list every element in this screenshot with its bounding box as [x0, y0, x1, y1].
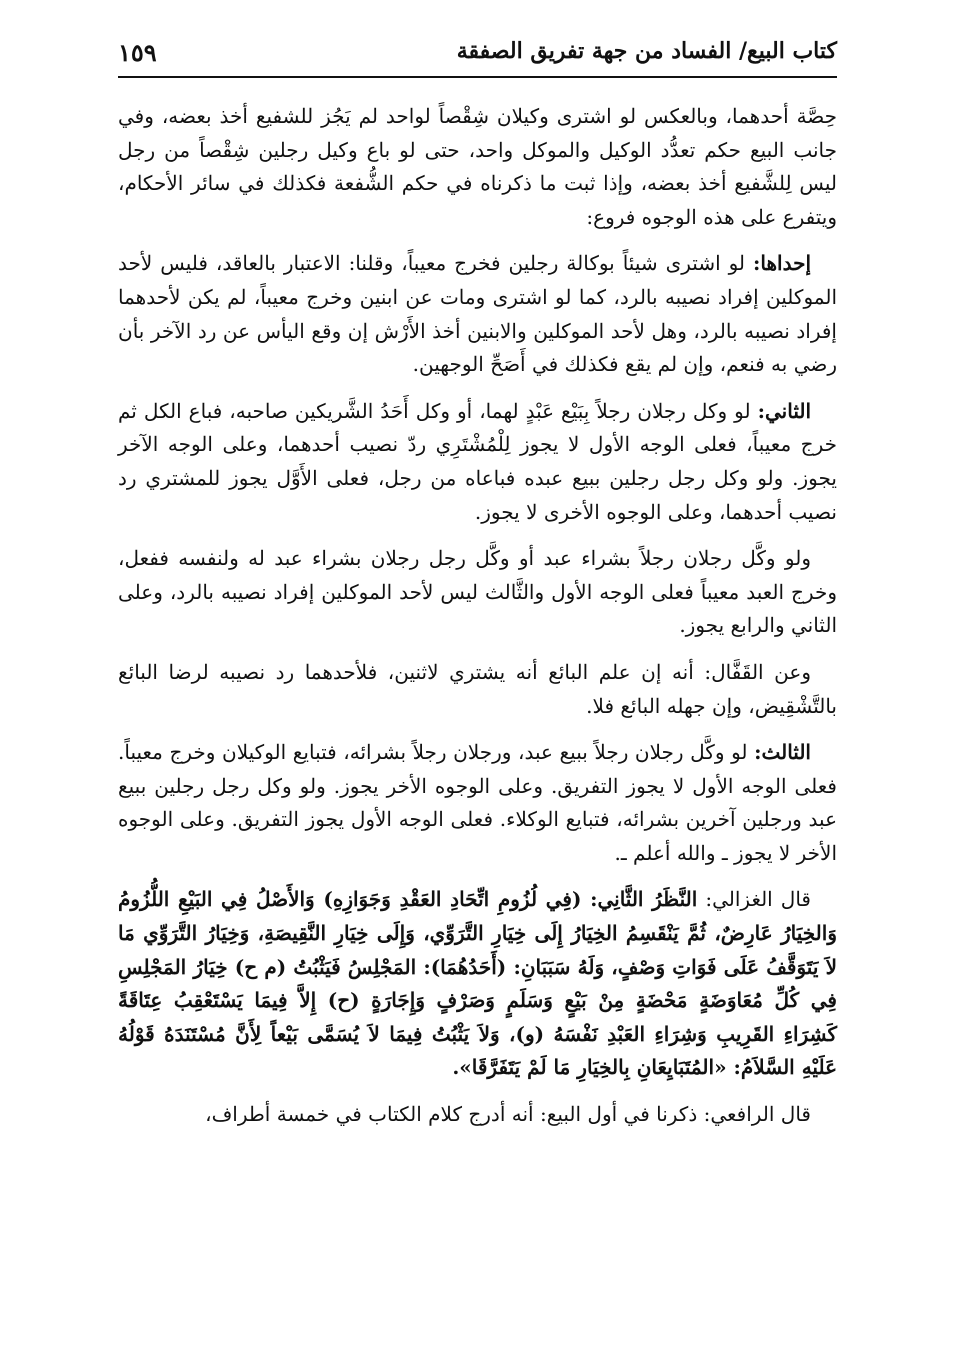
paragraph-lead: الثاني: — [757, 398, 812, 423]
paragraph-text: لو اشترى شيئاً بوكالة رجلين فخرج معيباً، وقلنا: الاعتبار بالعاقد، فليس لأحد الموكلين إفراد نصيبه بالرد، كما لو اشترى ومات عن ابنين وخرج معيباً، لم يكن لأحدهما إفراد نصيبه بالرد، وهل لأحد الموكلين والابنين أخذ الأَرْش إن وقع اليأس عن رد الآخر بأن رضي به فنعم، وإن لم يقع فكذلك في أَصَحِّ الوجهين. — [118, 251, 837, 377]
paragraph — [118, 736, 837, 870]
paragraph-text: وعن القَفَّال: أنه إن علم البائع أنه يشتري لاثنين، فلأحدهما رد نصيبه لرضا البائع بالتَّشْقِيض، وإن جهله البائع فلا. — [118, 659, 837, 718]
paragraph-text: ولو وكَّل رجلان رجلاً بشراء عبد أو وكَّل رجل رجلان بشراء عبد له ولنفسه ففعل، وخرج العبد معيباً فعلى الوجه الأول والثَّالث ليس لأحد الموكلين إفراد نصيبه بالرد، وعلى الثاني والرابع يجوز. — [118, 546, 837, 638]
paragraph — [118, 1098, 837, 1132]
paragraph — [118, 542, 837, 643]
paragraph-lead: الثالث: — [754, 740, 811, 765]
paragraph-text: لو وكل رجلان رجلاً بِبَيْع عَبْدٍ لهما، أو وكل أَحَدُ الشَّريكين صاحبه، فباع الكل ثم خرج معيباً، فعلى الوجه الأول لا يجوز لِلْمُشْتَرِي ردّ نصيب أحدهما، وعلى الوجه الآخر يجوز. ولو وكل رجل رجلين ببيع عبده فباعاه من رجل، فعلى الأَوَّل يجوز للمشتري رد نصيب أحدهما، وعلى الوجوه الأخرى لا يجوز. — [118, 398, 837, 524]
paragraph-text: لو وكَّل رجلان رجلاً ببيع عبد، ورجلان رجلاً بشرائه، فتبايع الوكيلان وخرج معيباً. فعلى الوجه الأول لا يجوز التفريق. وعلى الوجوه الأخر يجوز. ولو وكل رجل رجلين ببيع عبد ورجلين آخرين بشرائه، فتبايع الوكلاء. فعلى الوجه الأول يجوز التفريق. وعلى الوجوه الأخر لا يجوز ـ والله أعلم ـ. — [118, 740, 837, 865]
running-title: كتاب البيع/ الفساد من جهة تفريق الصفقة — [456, 38, 837, 64]
quoted-matn-text: النَّظَرُ الثَّانِي: (فِي لُزُومِ اتِّحَادِ العَقْدِ وَجَوَازِهِ) وَالأَصْلُ فِي البَيْعِ اللُّزُومُ وَالخِيَارُ عَارِضٌ، ثُمَّ يَنْقَسِمُ الخِيَارُ إِلَى خِيَارِ التَّرَوِّي، وَإِلَى خِيَارِ النَّقِيصَةِ، وَخِيَارُ التَّرَوِّي مَا لاَ يَتَوَقَّفُ عَلَى فَوَاتِ وَصْفٍ، وَلَهُ سَبَبَانِ: (أَحَدُهُمَا): المَجْلِسُ فَيَثْبُتُ (م ح) خِيَارُ المَجْلِسِ فِي كُلِّ مُعَاوَضَةٍ مَحْضَةٍ مِنْ بَيْعٍ وَسَلَمٍ وَصَرْفٍ وَإِجَارَةٍ (ح) إِلاَّ فِيمَا يَسْتَعْقِبُ عِتَاقَةً كَشِرَاءِ القَرِيبِ وَشِرَاءِ العَبْدِ نَفْسَهُ (و)، وَلاَ يَثْبُتُ فِيمَا لاَ يُسَمَّى بَيْعاً لِأَنَّ مُسْتَنَدَهُ قَوْلُهُ عَلَيْهِ السَّلاَمُ: «المُتَبَايِعَانِ بِالخِيَارِ مَا لَمْ يَتَفَرَّقَا». — [118, 887, 837, 1080]
page-header — [118, 38, 837, 74]
page-number: ١٥٩ — [118, 38, 157, 67]
paragraph-intro: قال الغزالي: — [697, 887, 811, 912]
paragraph-lead: إحداها: — [753, 251, 811, 276]
paragraph — [118, 395, 837, 529]
paragraph — [118, 656, 837, 723]
paragraph-text: قال الرافعي: ذكرنا في أول البيع: أنه أدرج كلام الكتاب في خمسة أطراف، — [205, 1102, 811, 1127]
header-rule — [118, 76, 837, 78]
paragraph-text: حِصَّة أحدهما، وبالعكس لو اشترى وكيلان شِقْصاً لواحد لم يَجُز للشفيع أخذ بعضه، وفي جانب البيع حكم تعدُّد الوكيل والموكل واحد، حتى لو باع وكيل رجلين شِقْصاً من رجل ليس لِلشَّفيع أخذ بعضه، وإذا ثبت ما ذكرناه في حكم الشُّفعة فكذلك في سائر الأحكام، ويتفرع على هذه الوجوه فروع: — [118, 104, 837, 229]
page-body — [118, 100, 837, 1145]
paragraph — [118, 100, 837, 234]
paragraph — [118, 883, 837, 1085]
paragraph — [118, 247, 837, 381]
